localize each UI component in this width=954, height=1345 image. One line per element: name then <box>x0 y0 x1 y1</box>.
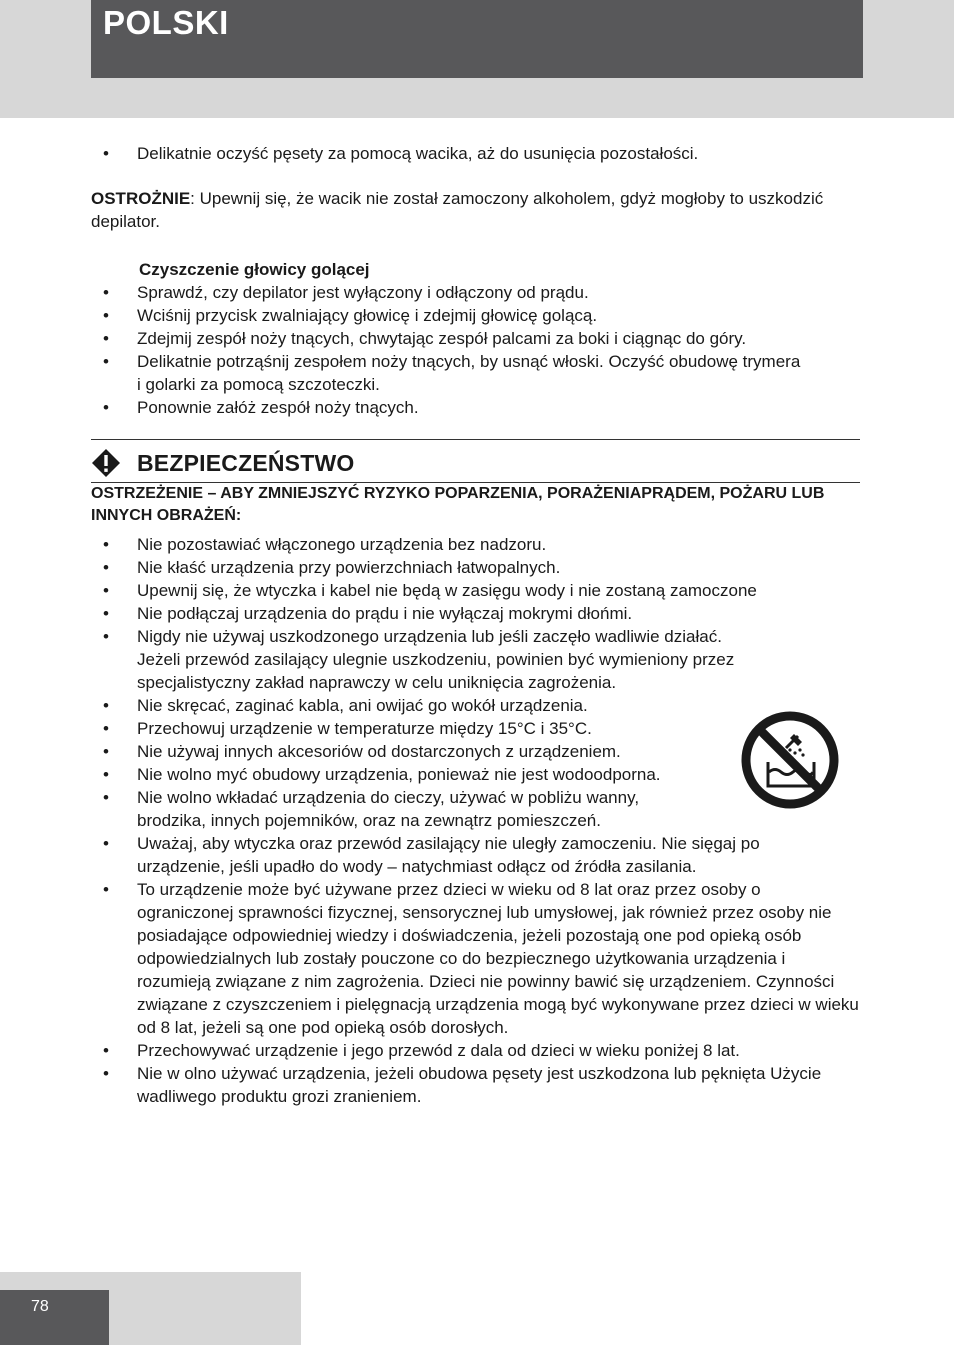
page-number: 78 <box>31 1298 49 1315</box>
cleaning-heading: Czyszczenie głowicy golącej <box>139 260 370 279</box>
divider <box>91 439 860 440</box>
no-bath-water-icon <box>740 710 840 810</box>
list-item: • Wciśnij przycisk zwalniający głowicę i zdejmij głowicę golącą. <box>91 304 861 327</box>
page-title: POLSKI <box>103 4 229 41</box>
list-item: • Nie podłączaj urządzenia do prądu i nie wyłączaj mokrymi dłońmi. <box>91 602 861 625</box>
title-bar <box>91 0 863 78</box>
safety-heading <box>91 446 354 480</box>
warning-diamond-icon <box>91 448 121 478</box>
cord-note: Jeżeli przewód zasilający ulegnie uszkodzeniu, powinien być wymieniony przez specjalistyczny zakład naprawczy w celu uniknięcia zagrożenia. <box>137 650 735 692</box>
warning-text: OSTRZEŻENIE – ABY ZMNIEJSZYĆ RYZYKO POPARZENIA, PORAŻENIAPRĄDEM, POŻARU LUB INNYCH OBRAŻEŃ: <box>91 485 825 524</box>
list-item: • Sprawdź, czy depilator jest wyłączony i odłączony od prądu. <box>91 281 861 304</box>
list-item: • Ponownie załóż zespół noży tnących. <box>91 396 861 419</box>
page-number-box <box>0 1290 109 1345</box>
caution-label: OSTROŻNIE <box>91 189 191 208</box>
list-item: • Przechowuj urządzenie w temperaturze między 15°C i 35°C. <box>91 717 861 740</box>
caution-text: : Upewnij się, że wacik nie został zamoczony alkoholem, gdyż mogłoby to uszkodzić depilator. <box>91 189 824 231</box>
list-item: • Nie wolno wkładać urządzenia do cieczy, używać w pobliżu wanny, brodzika, innych pojemników, oraz na zewnątrz pomieszczeń. <box>91 786 861 832</box>
intro-section <box>91 142 861 165</box>
safety-list <box>91 533 861 1108</box>
caution-paragraph <box>91 187 861 233</box>
list-item: • Zdejmij zespół noży tnących, chwytając zespół palcami za boki i ciągnąc do góry. <box>91 327 861 350</box>
cleaning-section <box>91 258 861 419</box>
list-item: • Nie wolno myć obudowy urządzenia, ponieważ nie jest wodoodporna. <box>91 763 861 786</box>
list-item: • Nie skręcać, zaginać kabla, ani owijać go wokół urządzenia. <box>91 694 861 717</box>
list-item: • Uważaj, aby wtyczka oraz przewód zasilający nie uległy zamoczeniu. Nie sięgaj po urządzenie, jeśli upadło do wody – natychmiast odłącz od źródła zasilania. <box>91 832 861 878</box>
list-item: • Nigdy nie używaj uszkodzonego urządzenia lub jeśli zaczęło wadliwie działać. <box>91 625 861 648</box>
section-title: BEZPIECZEŃSTWO <box>137 449 355 476</box>
list-item: • Delikatnie oczyść pęsety za pomocą wacika, aż do usunięcia pozostałości. <box>91 142 861 165</box>
list-item: • Nie w olno używać urządzenia, jeżeli obudowa pęsety jest uszkodzona lub pęknięta Użycie wadliwego produktu grozi zranieniem. <box>91 1062 861 1108</box>
list-item: • Nie używaj innych akcesoriów od dostarczonych z urządzeniem. <box>91 740 861 763</box>
list-item: • To urządzenie może być używane przez dzieci w wieku od 8 lat oraz przez osoby o ograniczonej sprawności fizycznej, sensorycznej lub umysłowej, jak również przez osoby nie posiadające odpowiedniej wiedzy i doświadczenia, jeżeli pozostają one pod opieką osób odpowiedzialnych lub zostały pouczone co do bezpiecznego użytkowania urządzenia i rozumieją związane z nim zagrożenia. Dzieci nie powinny bawić się urządzeniem. Czynności związane z czyszczeniem i pielęgnacją urządzenia mogą być wykonywane przez dzieci w wieku od 8 lat, jeżeli są one pod opieką osób dorosłych. <box>91 878 861 1039</box>
list-item: • Upewnij się, że wtyczka i kabel nie będą w zasięgu wody i nie zostaną zamoczone <box>91 579 861 602</box>
list-item: • Nie pozostawiać włączonego urządzenia bez nadzoru. <box>91 533 861 556</box>
list-item: • Delikatnie potrząśnij zespołem noży tnących, by usnąć włoski. Oczyść obudowę trymera i golarki za pomocą szczoteczki. <box>91 350 861 396</box>
list-item: • Przechowywać urządzenie i jego przewód z dala od dzieci w wieku poniżej 8 lat. <box>91 1039 861 1062</box>
list-item: • Nie kłaść urządzenia przy powierzchniach łatwopalnych. <box>91 556 861 579</box>
